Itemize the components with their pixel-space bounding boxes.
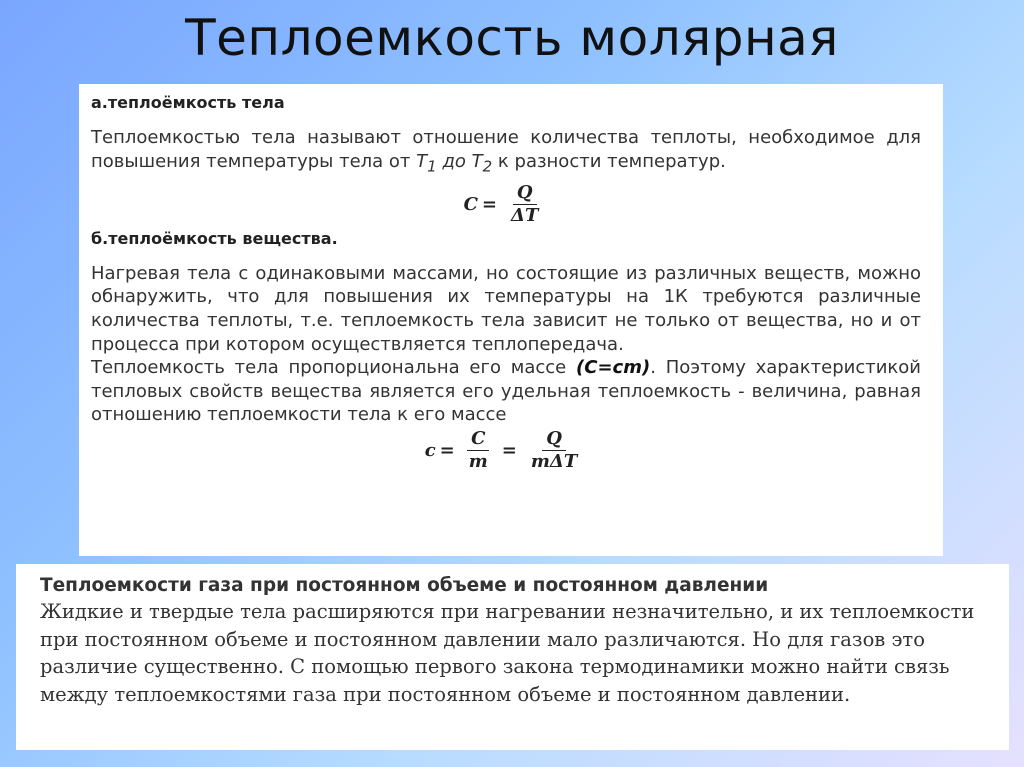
- gas-section-heading: Теплоемкости газа при постоянном объеме и постоянном давлении: [40, 575, 769, 596]
- gas-heat-capacity-panel: [16, 564, 1009, 750]
- definitions-panel: [79, 84, 943, 556]
- formula2-equals-2: =: [501, 439, 517, 461]
- section-a-body: Теплоемкостью тела называют отношение количества теплоты, необходимое для повышения температуры тела от: [91, 127, 921, 172]
- para2-end: . Поэтому характеристикой тепловых свойств вещества является его удельная теплоемкость - величина, равная отношению теплоемкости тела к его массе: [91, 357, 921, 426]
- para2-start: Теплоемкость тела пропорциональна его массе: [91, 357, 567, 379]
- formula-fraction: [507, 183, 542, 226]
- to-word: до: [442, 150, 466, 172]
- formula2-numerator-1: C: [467, 429, 489, 451]
- section-a-tail: к разности температур.: [497, 150, 726, 172]
- t1-symbol: $T_1$: [416, 150, 437, 176]
- gas-section-text: Жидкие и твердые тела расширяются при нагревании незначительно, и их теплоемкости при постоянном объеме и постоянном давлении мало различаются. Но для газов это различие существенно. С помощью первого закона термодинамики можно найти связь между теплоемкостями газа при постоянном объеме и постоянном давлении.: [40, 600, 975, 706]
- formula2-numerator-2: Q: [542, 429, 566, 451]
- formula-equals: =: [481, 193, 498, 215]
- mass-relation: (С=cm): [576, 357, 651, 379]
- specific-heat-formula: [91, 429, 921, 472]
- formula2-lhs: c: [424, 439, 436, 461]
- section-b-para2: [91, 356, 921, 427]
- formula-lhs: C: [463, 193, 478, 215]
- section-a-heading: а.теплоёмкость тела: [91, 93, 285, 112]
- section-a-text: [91, 126, 921, 179]
- heat-capacity-formula: [91, 183, 921, 226]
- formula2-denominator-2: mΔT: [530, 450, 578, 472]
- section-b-heading: б.теплоёмкость вещества.: [91, 228, 338, 248]
- formula-numerator: Q: [513, 183, 537, 205]
- formula-denominator: ΔT: [511, 204, 539, 226]
- formula2-equals-1: =: [439, 439, 455, 461]
- section-b-para1: Нагревая тела с одинаковыми массами, но состоящие из различных веществ, можно обнаружить, что для повышения их температуры на 1К требуются различные количества теплоты, т.е. теплоемкость тела зависит не только от вещества, но и от процесса при котором осуществляется теплопередача.: [91, 262, 921, 355]
- formula2-denominator-1: m: [468, 450, 488, 472]
- slide-title: Теплоемкость молярная: [185, 9, 839, 67]
- formula2-fraction-1: [465, 429, 492, 472]
- t2-symbol: $T_2$: [471, 150, 493, 176]
- formula2-fraction-2: [527, 429, 581, 472]
